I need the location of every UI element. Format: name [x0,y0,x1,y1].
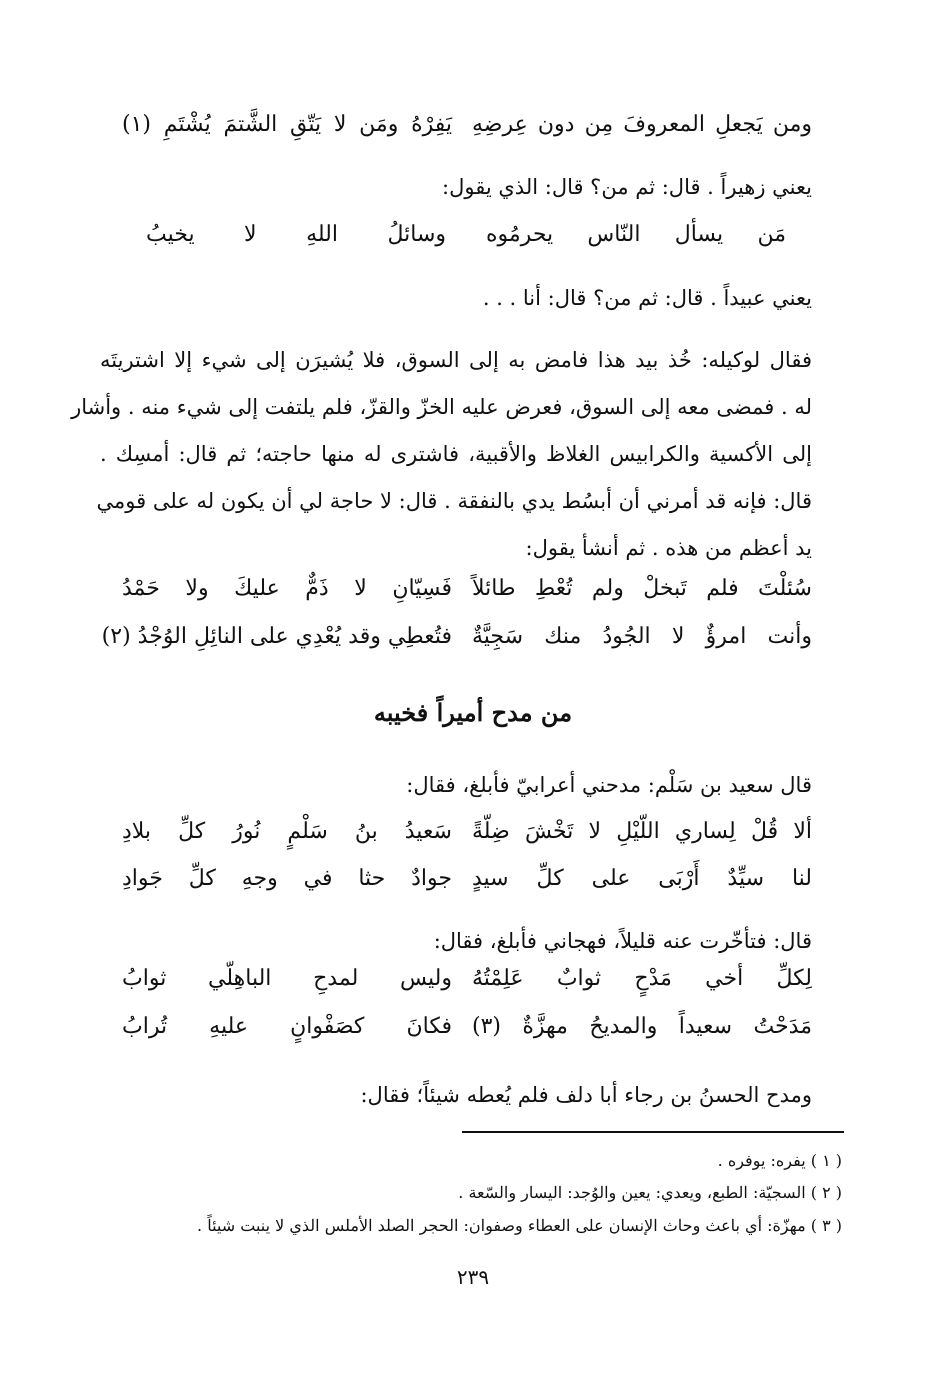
verse-line [146,218,786,252]
verse-first-hemistich: مَدَحْتُ سعيداً والمديحُ مهزَّةٌ (٣) [472,1014,812,1039]
verse-first-hemistich: ألا قُلْ لِساري اللّيْلِ لا تَخْشَ ضِلّةً [472,819,812,844]
verse-line [122,862,812,896]
prose-line: ومدح الحسنُ بن رجاء أبا دلف فلم يُعطه شيئاً؛ فقال: [360,1083,812,1107]
paragraph-line: له . فمضى معه إلى السوق، فعرض عليه الخزّ والقزّ، فلم يلتفت إلى شيء منه . وأشار [71,395,812,419]
verse-first-hemistich: لِكلِّ أخي مَدْحٍ ثوابٌ عَلِمْتُهُ [472,966,812,991]
verse-second-hemistich: فكانَ كصَفْوانٍ عليهِ تُرابُ [122,1014,452,1039]
verse-line [101,620,812,654]
verse-second-hemistich: يَفِرْهُ ومَن لا يَتّقِ الشَّتمَ يُشْتَمِ (١) [122,112,452,137]
verse-second-hemistich: جوادٌ حثا في وجهِ كلِّ جَوادِ [122,866,452,891]
verse-line [122,108,812,142]
page-number: ٢٣٩ [456,1265,490,1289]
verse-first-hemistich: لنا سيِّدٌ أَرْبَى على كلِّ سيدٍ [472,866,812,891]
prose-line: يعني عبيداً . قال: ثم من؟ قال: أنا . . . [482,286,812,310]
verse-second-hemistich: فَسِيّانِ لا ذَمٌّ عليكَ ولا حَمْدُ [122,576,452,601]
verse-second-hemistich: وسائلُ اللهِ لا يخيبُ [146,222,446,247]
verse-line [122,572,812,606]
verse-second-hemistich: وليس لمدحِ الباهِلّي ثوابُ [122,966,452,991]
verse-first-hemistich: ومن يَجعلِ المعروفَ مِن دون عِرضِهِ [472,112,812,137]
footnote: ( ٢ ) السجيّة: الطبع، ويعدي: يعين والوُجد: اليسار والسّعة . [458,1183,842,1202]
paragraph-line: قال: فإنه قد أمرني أن أبسُط يدي بالنفقة . قال: لا حاجة لي أن يكون له على قومي [96,489,812,513]
footnote: ( ١ ) يفره: يوفره . [717,1151,842,1170]
verse-first-hemistich: سُئلْتَ فلم تَبخلْ ولم تُعْطِ طائلاً [472,576,812,601]
paragraph-line: فقال لوكيله: خُذ بيد هذا فامض به إلى السوق، فلا يُشيرَن إلى شيء إلا اشتريتَه [100,348,812,372]
verse-line [122,962,812,996]
paragraph-line: يد أعظم من هذه . ثم أنشأ يقول: [525,536,812,560]
prose-line: قال سعيد بن سَلْم: مدحني أعرابيّ فأبلغ، فقال: [406,773,812,797]
verse-line [122,815,812,849]
verse-second-hemistich: فتُعطِي وقد يُعْدِي على النائِلِ الوُجْدُ (٢) [101,624,452,649]
prose-line: يعني زهيراً . قال: ثم من؟ قال: الذي يقول: [442,175,812,199]
section-heading: من مدح أميراً فخيبه [373,698,573,727]
footnote-divider [462,1131,844,1133]
verse-line [122,1010,812,1044]
verse-first-hemistich: مَن يسأل النّاس يحرمُوه [486,222,786,247]
paragraph-line: إلى الأكسية والكرابيس الغلاظ والأقبية، فاشترى له منها حاجته؛ ثم قال: أمسِك . [100,442,812,466]
footnote: ( ٣ ) مهزّة: أي باعث وحاث الإنسان على العطاء وصفوان: الحجر الصلد الأملس الذي لا ينبت شيئاً . [197,1216,842,1235]
prose-line: قال: فتأخّرت عنه قليلاً، فهجاني فأبلغ، فقال: [433,929,812,953]
verse-first-hemistich: وأنت امرؤٌ لا الجُودُ منك سَجِيَّةٌ [472,624,812,649]
verse-second-hemistich: سَعيدُ بنُ سَلْمٍ نُورُ كلِّ بلادِ [122,819,452,844]
